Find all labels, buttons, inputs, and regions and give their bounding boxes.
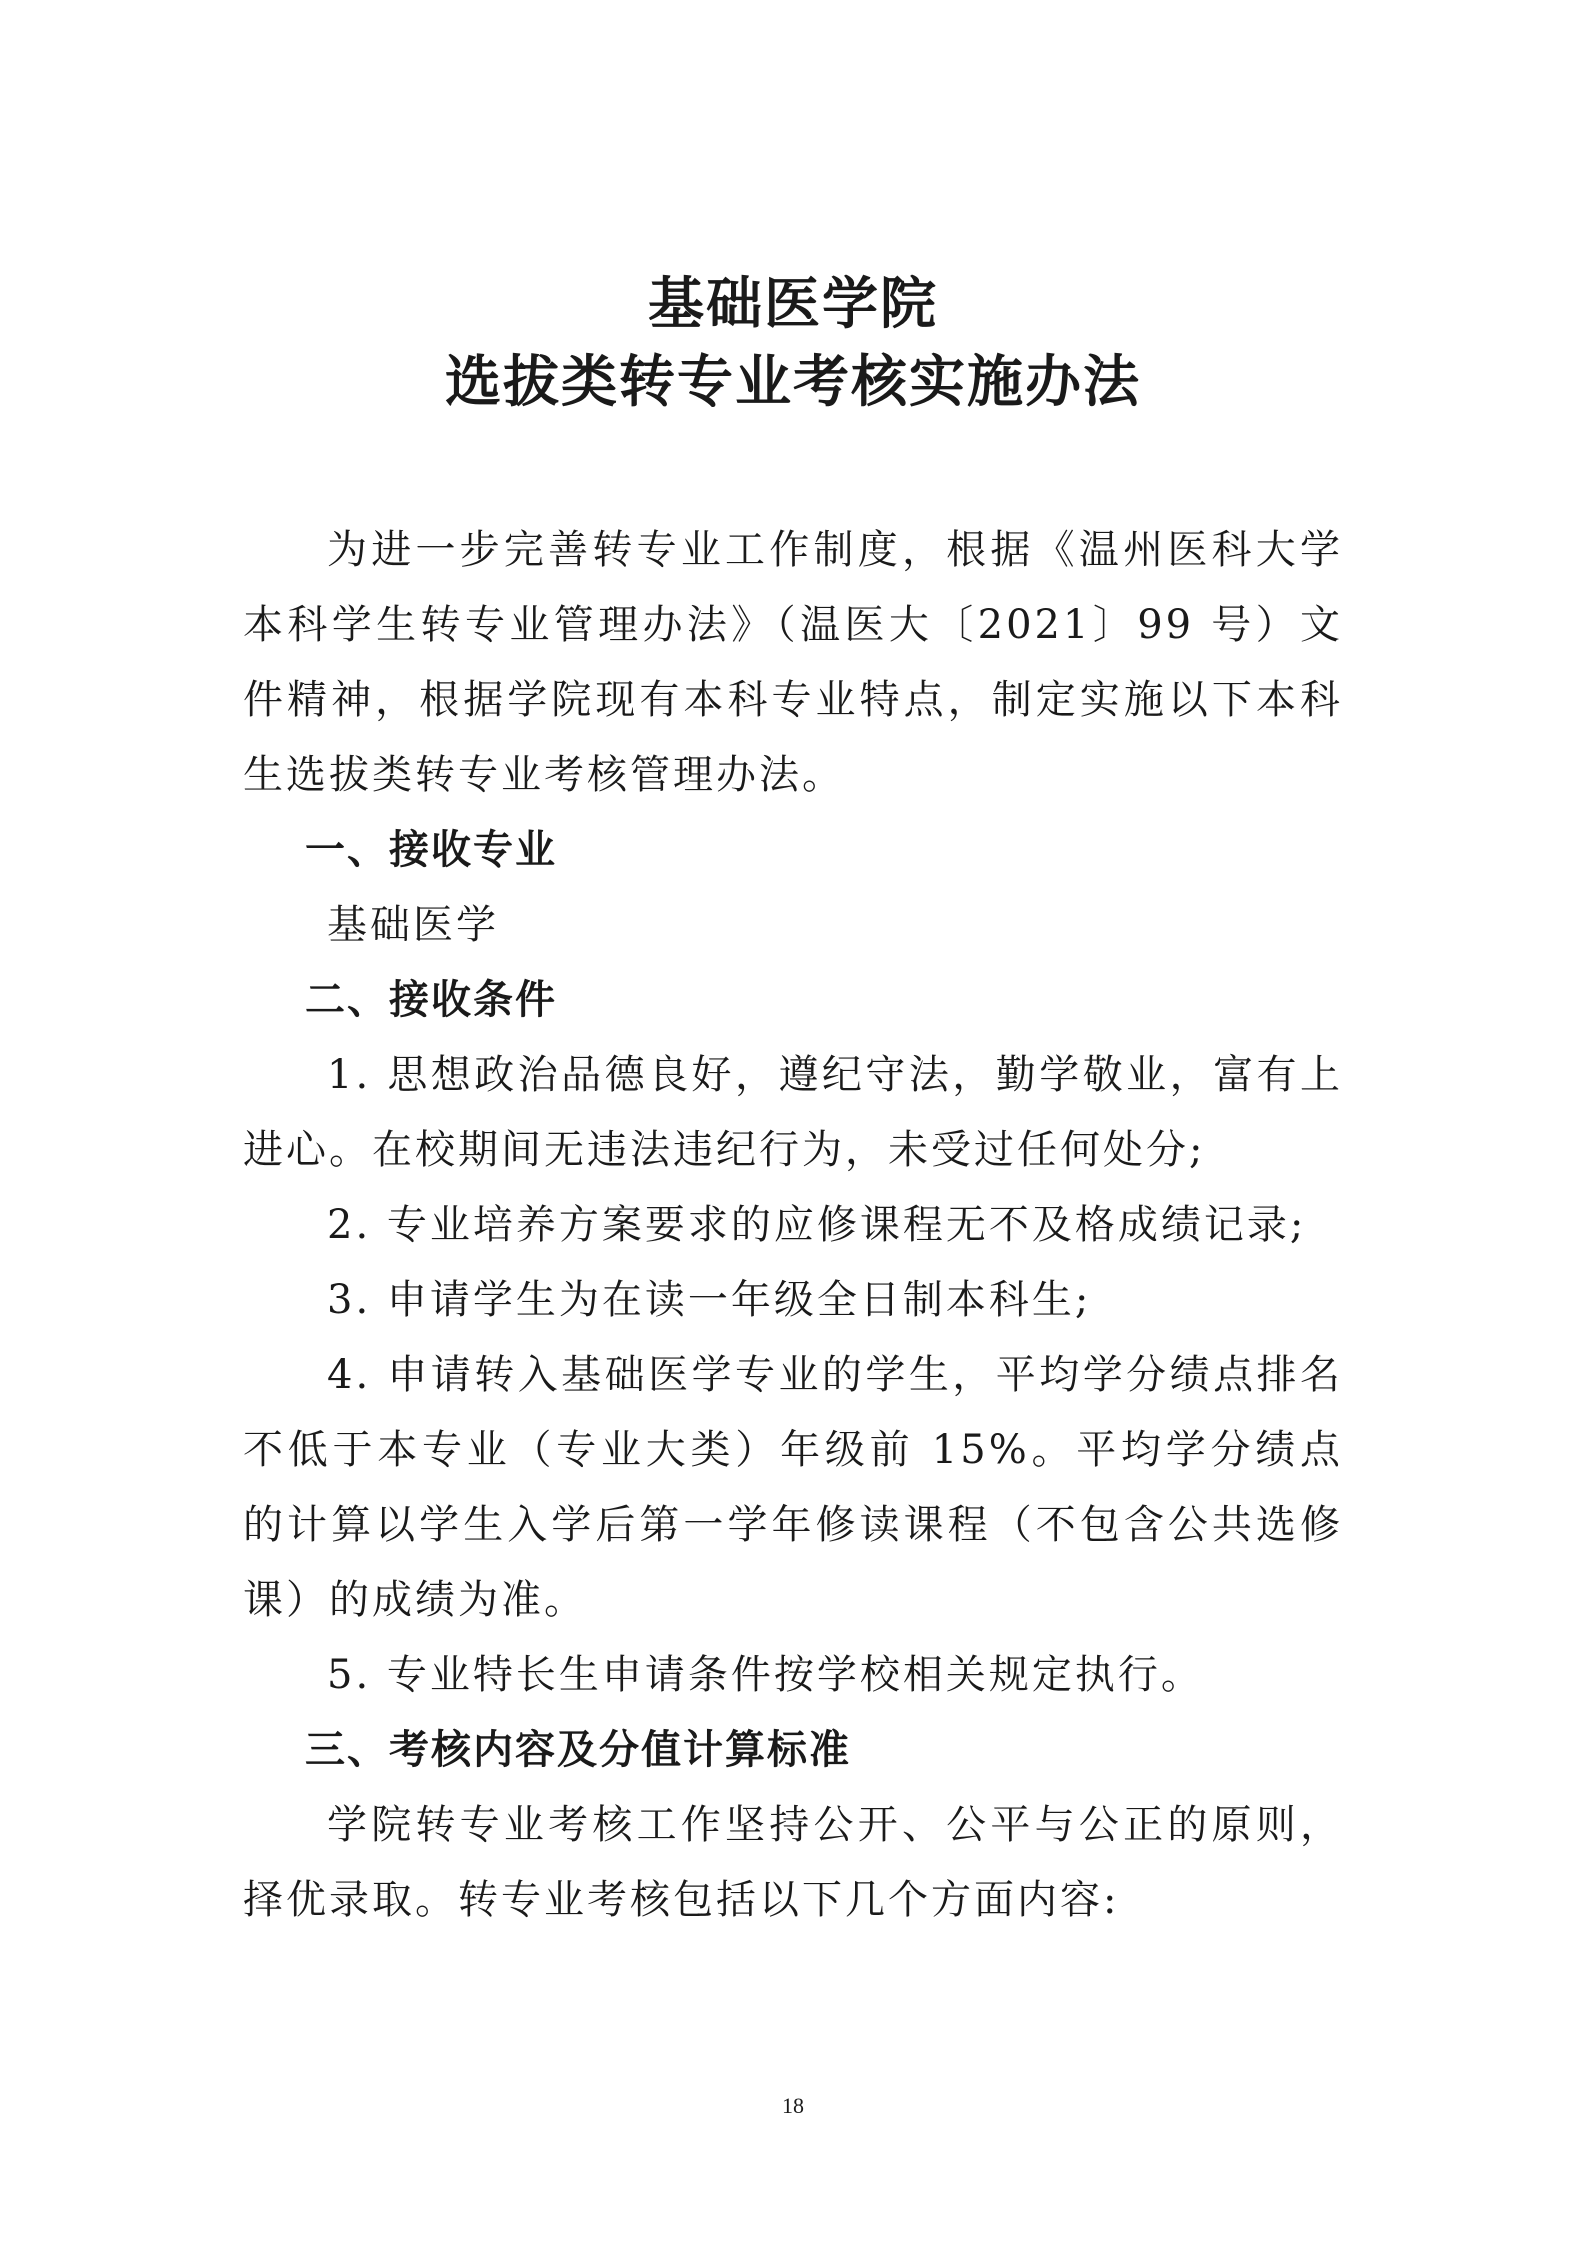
document-title-line1: 基础医学院 bbox=[648, 271, 938, 337]
receiving-major-item: 基础医学 bbox=[327, 902, 499, 948]
condition-item-2: 2. 专业培养方案要求的应修课程无不及格成绩记录; bbox=[327, 1202, 1307, 1248]
section-heading-conditions: 二、接收条件 bbox=[305, 977, 557, 1023]
condition-item-1: 1. 思想政治品德良好，遵纪守法，勤学敬业，富有上进心。在校期间无违法违纪行为，未受过任何处分; bbox=[243, 1052, 1343, 1173]
section-heading-receiving-major: 一、接收专业 bbox=[305, 827, 557, 873]
document-title-line2: 选拔类转专业考核实施办法 bbox=[445, 349, 1141, 415]
condition-item-3: 3. 申请学生为在读一年级全日制本科生; bbox=[327, 1277, 1092, 1323]
assessment-paragraph: 学院转专业考核工作坚持公开、公平与公正的原则，择优录取。转专业考核包括以下几个方面内容: bbox=[243, 1802, 1343, 1923]
condition-item-5: 5. 专业特长生申请条件按学校相关规定执行。 bbox=[327, 1652, 1204, 1698]
condition-item-4: 4. 申请转入基础医学专业的学生，平均学分绩点排名不低于本专业（专业大类）年级前 15%。平均学分绩点的计算以学生入学后第一学年修读课程（不包含公共选修课）的成绩为准。 bbox=[243, 1352, 1343, 1623]
section-heading-assessment: 三、考核内容及分值计算标准 bbox=[305, 1727, 851, 1773]
intro-paragraph: 为进一步完善转专业工作制度，根据《温州医科大学本科学生转专业管理办法》（温医大〔2021〕99 号）文件精神，根据学院现有本科专业特点，制定实施以下本科生选拔类转专业考核管理办法。 bbox=[243, 527, 1343, 798]
document-body bbox=[243, 513, 1343, 1938]
page-number: 18 bbox=[782, 2093, 804, 2118]
